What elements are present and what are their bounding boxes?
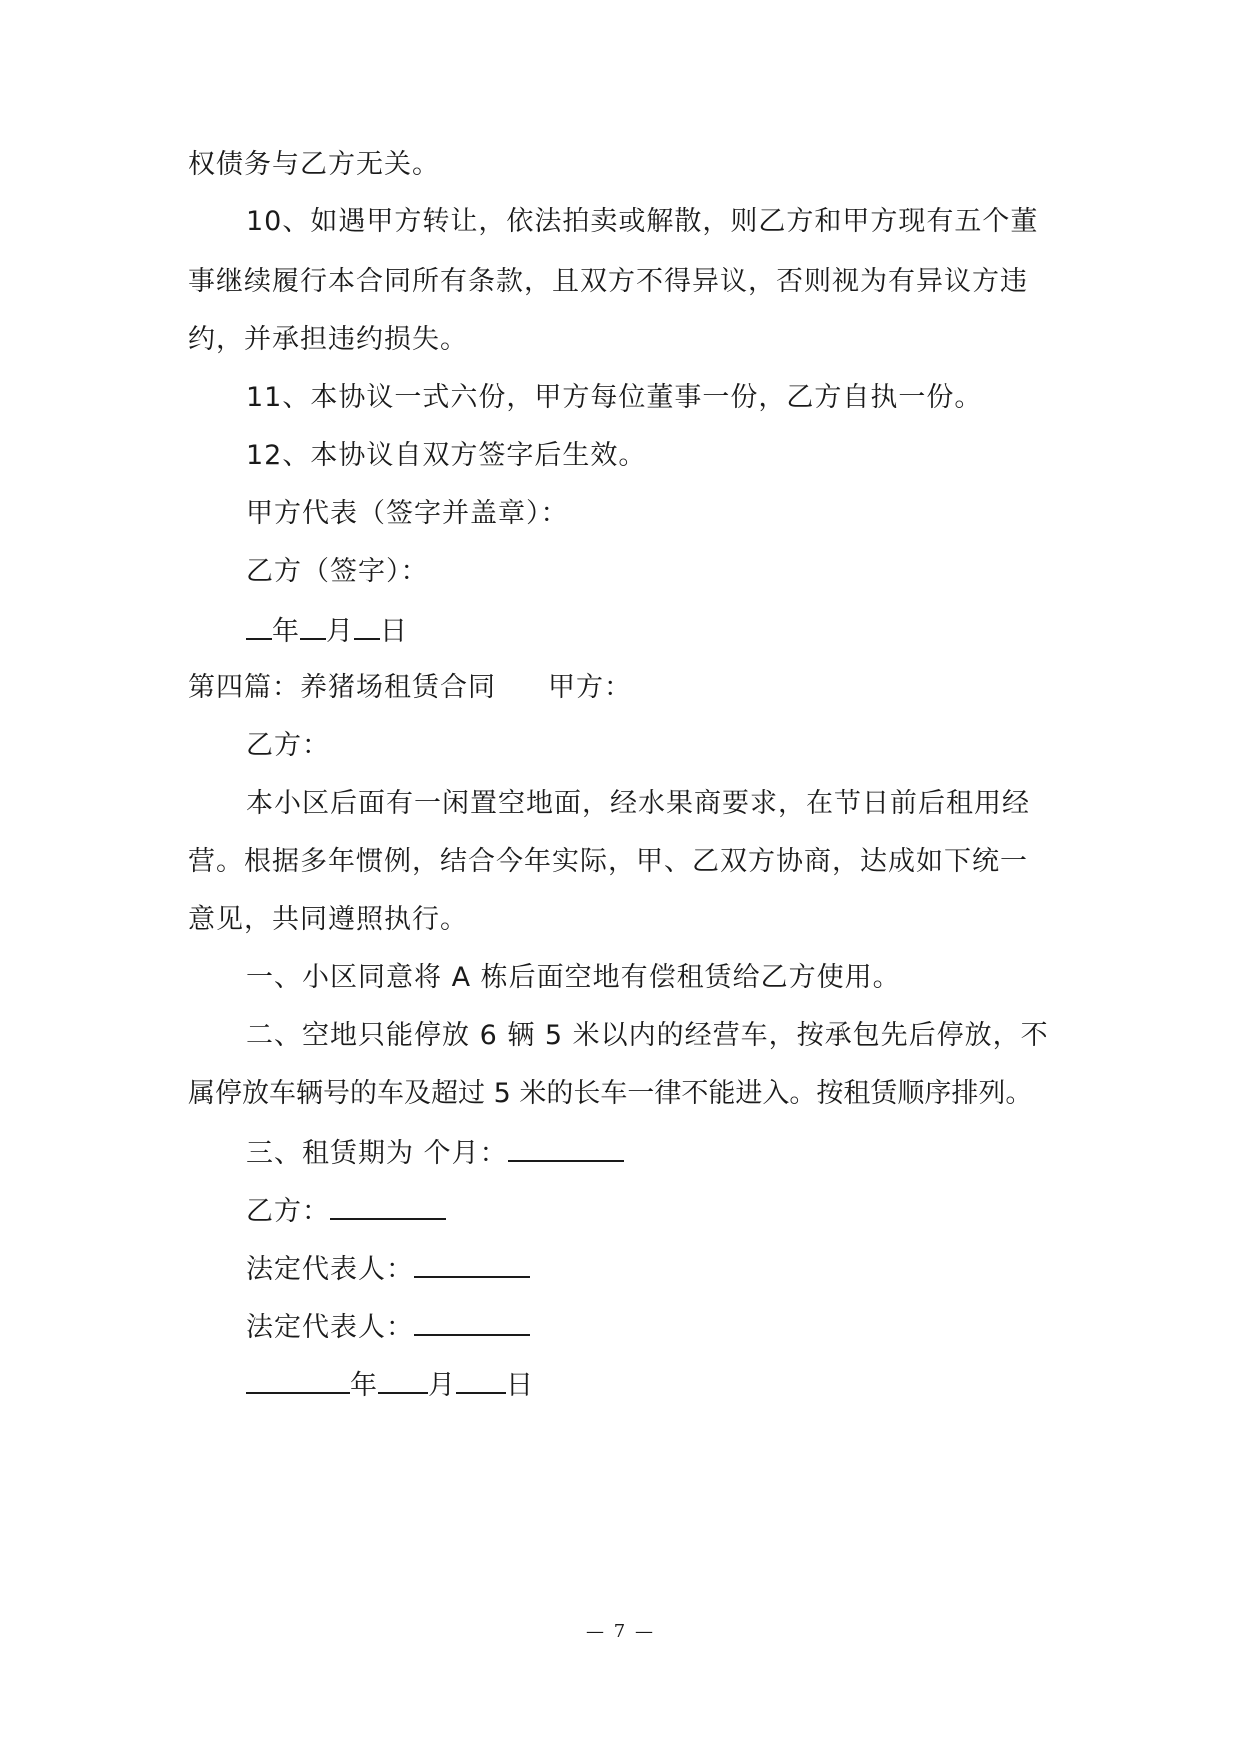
- legal-rep-blank-1: [414, 1248, 530, 1278]
- text: 三、租赁期为 个月：: [246, 1138, 508, 1169]
- term-2-line-2: [188, 1074, 1068, 1114]
- intro-line-2: [188, 842, 1068, 882]
- text: 法定代表人：: [246, 1254, 414, 1285]
- text: 约，并承担违约损失。: [188, 324, 468, 355]
- clause-10-line-3: [188, 320, 1068, 360]
- month-blank: [378, 1364, 428, 1394]
- party-b-label: [246, 726, 1126, 766]
- text: 法定代表人：: [246, 1312, 414, 1343]
- day-label: 日: [380, 616, 408, 647]
- text: 意见，共同遵照执行。: [188, 904, 468, 935]
- day-blank: [456, 1364, 506, 1394]
- month-blank: [300, 610, 326, 640]
- section-title: 第四篇：养猪场租赁合同: [188, 672, 496, 703]
- page-number: — 7 —: [586, 1621, 655, 1642]
- text: 权债务与乙方无关。: [188, 149, 440, 180]
- intro-line-1: [246, 784, 1126, 824]
- text: 本小区后面有一闲置空地面，经水果商要求，在节日前后租用经: [246, 788, 1030, 819]
- day-blank: [354, 610, 380, 640]
- intro-line-3: [188, 900, 1068, 940]
- legal-rep-line-1: [246, 1248, 1126, 1290]
- clause-10-line-2: [188, 262, 1068, 302]
- section-heading: [188, 668, 1068, 708]
- text: 二、空地只能停放 6 辆 5 米以内的经营车，按承包先后停放，不: [246, 1020, 1049, 1051]
- clause-12: [246, 436, 1126, 476]
- paragraph-line: [188, 145, 1068, 185]
- signing-date-line: [246, 1364, 1126, 1406]
- year-blank: [246, 610, 272, 640]
- party-b-blank: [330, 1190, 446, 1220]
- text: 12、本协议自双方签字后生效。: [246, 440, 647, 471]
- lease-period-blank: [508, 1132, 624, 1162]
- text: 事继续履行本合同所有条款，且双方不得异议，否则视为有异议方违: [188, 266, 1028, 297]
- text: 属停放车辆号的车及超过 5 米的长车一律不能进入。按租赁顺序排列。: [188, 1078, 1033, 1109]
- text: 乙方：: [246, 1196, 330, 1227]
- legal-rep-line-2: [246, 1306, 1126, 1348]
- month-label: 月: [326, 616, 354, 647]
- text: 甲方代表（签字并盖章）：: [246, 498, 569, 529]
- clause-11: [246, 378, 1126, 418]
- text: 11、本协议一式六份，甲方每位董事一份，乙方自执一份。: [246, 382, 983, 413]
- party-a-signature-line: [246, 494, 1126, 534]
- text: 10、如遇甲方转让，依法拍卖或解散，则乙方和甲方现有五个董: [246, 206, 1039, 237]
- year-blank: [246, 1364, 350, 1394]
- text: 一、小区同意将 A 栋后面空地有偿租赁给乙方使用。: [246, 962, 901, 993]
- term-3: [246, 1132, 1126, 1174]
- year-label: 年: [272, 616, 300, 647]
- party-a-label: 甲方：: [548, 672, 632, 703]
- text: 营。根据多年惯例，结合今年实际，甲、乙双方协商，达成如下统一: [188, 846, 1028, 877]
- party-b-fill-line: [246, 1190, 1126, 1232]
- month-label: 月: [428, 1370, 456, 1401]
- term-2-line-1: [246, 1016, 1126, 1056]
- day-label: 日: [506, 1370, 534, 1401]
- party-b-signature-line: [246, 552, 1126, 592]
- term-1: [246, 958, 1126, 998]
- legal-rep-blank-2: [414, 1306, 530, 1336]
- clause-10-line-1: [246, 202, 1126, 242]
- year-label: 年: [350, 1370, 378, 1401]
- date-line: [246, 610, 1126, 652]
- text: 乙方（签字）：: [246, 556, 429, 587]
- text: 乙方：: [246, 730, 330, 761]
